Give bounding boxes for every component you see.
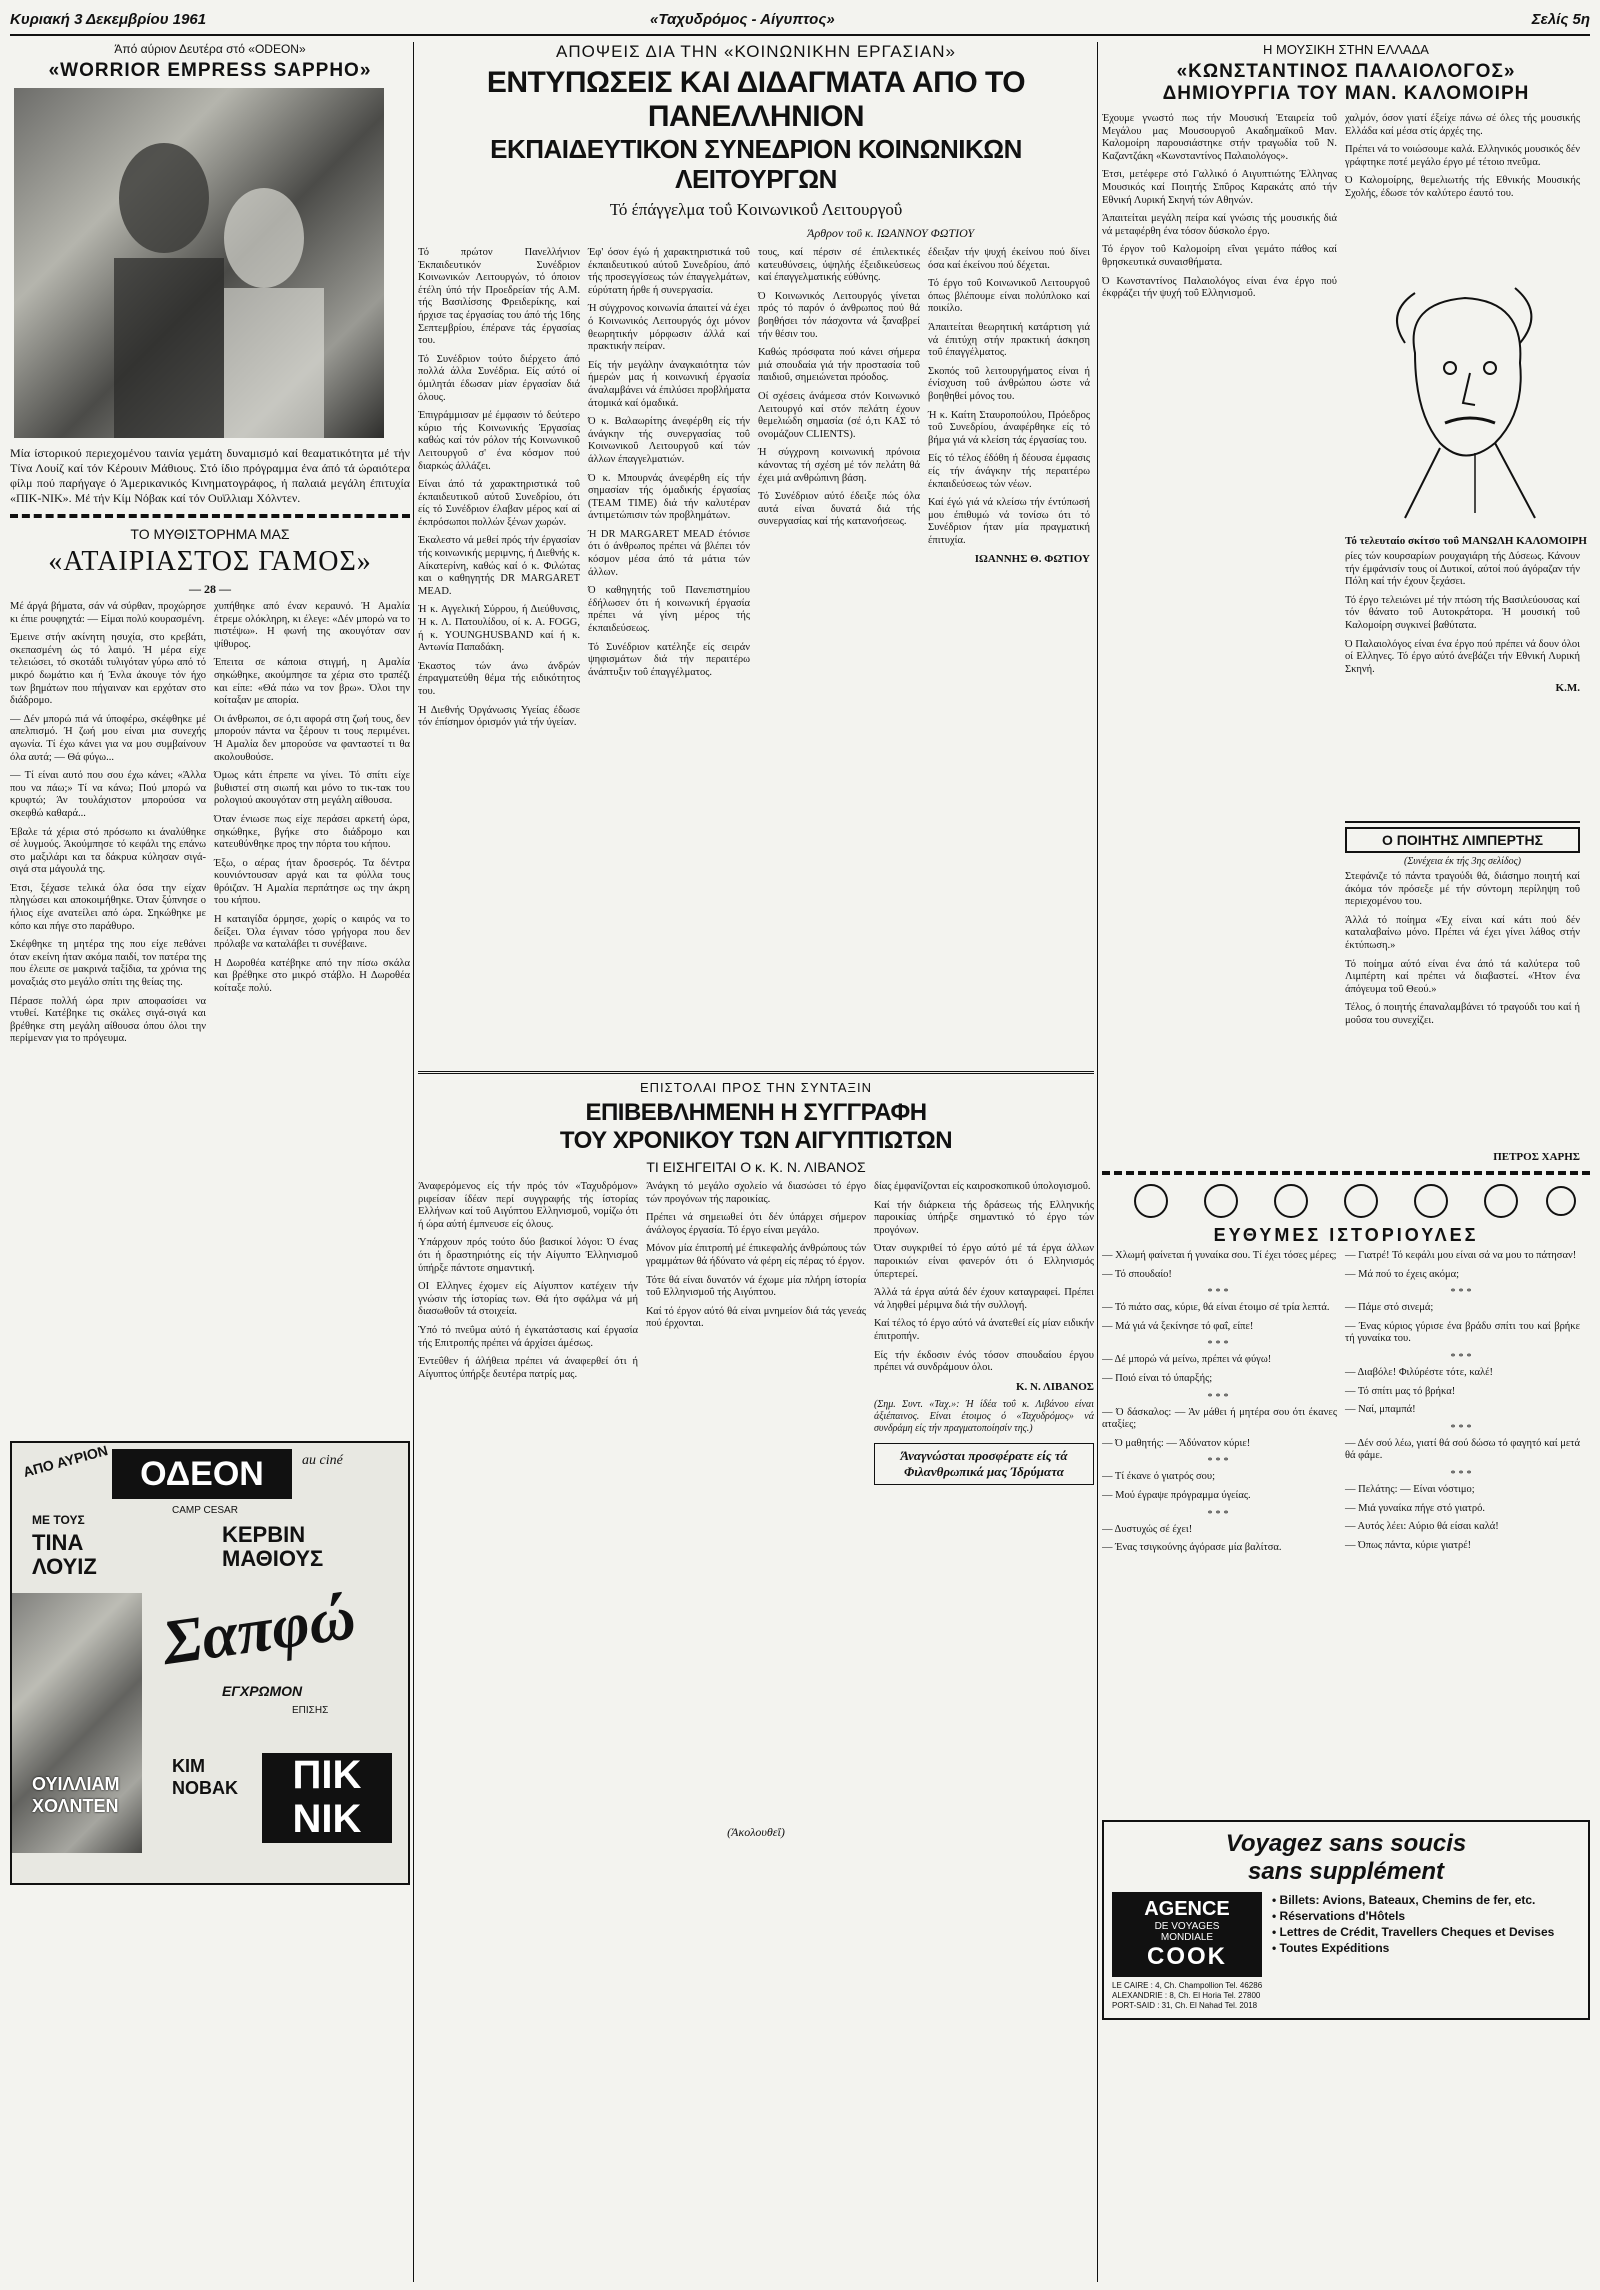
letters-paragraph: ΟΙ Ελληνες έχομεν είς Αίγυπτον κατέχειν τήν γνώσιν τής ίστορίας των. Θά ήτο σφάλμα νά μή διασωθοΰν τά στοιχεία. [418, 1281, 638, 1318]
letters-col-1 [418, 1181, 638, 1821]
agency-name-4: COOK [1147, 1943, 1227, 1970]
separator-stars: *** [1207, 1287, 1232, 1299]
stories-col-1 [1102, 1250, 1337, 1810]
story-line: — Τί έκανε ό γιατρός σου; [1102, 1471, 1216, 1483]
story-line: — Δέ μπορώ νά μείνω, πρέπει νά φύγω! [1102, 1354, 1272, 1366]
music-title-2: ΔΗΜΙΟΥΡΓΙΑ ΤΟΥ ΜΑΝ. ΚΑΛΟΜΟΙΡΗ [1162, 83, 1530, 104]
serial-text-col-b [214, 601, 410, 1431]
story-line: — Ποιό είναι τό ύπαρξής; [1102, 1372, 1213, 1384]
story-line: — Γιατρέ! Τό κεφάλι μου είναι σά να μου το πάτησαν! [1345, 1250, 1577, 1261]
music-kicker: Η ΜΟΥΣΙΚΗ ΣΤΗΝ ΕΛΛΑΔΑ [1263, 42, 1429, 57]
article-paragraph: Ή σύγχρονος κοινωνία άπαιτεί νά έχει ό Κοινωνικός Λειτουργός όχι μόνον θεωρητικήν μόρφωσιν άλλά καί πρακτικήν πείραν. [588, 303, 750, 353]
agency-name-2: DE VOYAGES [1154, 1921, 1220, 1932]
music-paragraph: Τό έργον τοΰ Καλομοίρη εΐναι γεμάτο πάθος καί θρησκευτικά συναισθήματα. [1102, 244, 1337, 268]
cook-agency-ad [1102, 1820, 1590, 2020]
ad-star-1: ΤΙΝΑ ΛΟΥΙΖ [32, 1530, 97, 1579]
agency-addresses [1112, 1981, 1580, 2011]
story-line: — Ένας τσιγκούνης άγόρασε μία βαλίτσα. [1102, 1542, 1282, 1554]
agency-service: • Toutes Expéditions [1272, 1941, 1390, 1955]
letters-paragraph: Άναφερόμενος είς τήν πρός τόν «Ταχυδρόμον» ριφείσαν ίδέαν περί συγγραφής τής ίστορίας Ελλήνων καί τοΰ Αιγύπτου Ελληνισμοΰ, νομίζω ότι ή ώρα αύτή έμπνευσε είς όλους. [418, 1181, 638, 1230]
letters-paragraph: Καί τέλος τό έργο αύτό νά άνατεθεί είς μίαν ειδικήν έπιτροπήν. [874, 1318, 1094, 1342]
music-lower-col-2 [1345, 551, 1580, 821]
letters-paragraph: δίας έμφανίζονται είς καιροσκοπικοΰ ύπολογισμοΰ. [874, 1181, 1091, 1192]
music-paragraph: Ό Καλομοίρης, θεμελιωτής τής Εθνικής Μουσικής Σχολής, έδωσε τόν καλύτερο έαυτό του. [1345, 175, 1580, 199]
article-paragraph: Άπαιτείται θεωρητική κατάρτιση γιά νά έπιτύχη στήν πρακτική άσκηση τοΰ έπαγγέλματος. [928, 321, 1090, 359]
ad-from: ΑΠΟ ΑΥΡΙΟΝ [21, 1442, 110, 1480]
article-paragraph: Τό Συνέδριον αύτό έδειξε πώς όλα αυτά είναι δυνατά διά τής συνεργασίας καί τής κατανοήσεως. [758, 491, 920, 528]
article-paragraph: Καί έγώ γιά νά κλείσω τήν έντύπωσή μου έπιθυμώ νά τονίσω ότι τό Συνέδριον ήταν μία πραγματική έπιτυχία. [928, 497, 1090, 546]
letters-subhead: ΤΙ ΕΙΣΗΓΕΙΤΑΙ Ο κ. Κ. Ν. ΛΙΒΑΝΟΣ [646, 1159, 866, 1175]
letters-col-2 [646, 1181, 866, 1821]
agency-logo-box [1112, 1892, 1262, 1977]
letters-editor-note: (Σημ. Συντ. «Ταχ.»: Ή ίδέα τοΰ κ. Λιβάνου είναι άξιέπαινος. Είναι έτοιμος ό «Ταχυδρόμος» νά συνδράμη είς τήν πραγματοποίησίν της.) [874, 1398, 1094, 1434]
music-paragraph: Πρέπει νά το νοιώσουμε καλά. Ελληνικός μουσικός δέν γράφτηκε ποτέ μεγάλο έργο μέ τέτοιο πνεΰμα. [1345, 144, 1580, 168]
ad-with: ΜΕ ΤΟΥΣ [32, 1513, 85, 1527]
ad-cinema: ΟΔΕΟΝ [112, 1449, 292, 1499]
agency-name-3: MONDIALE [1160, 1932, 1214, 1943]
article-paragraph: Είς τήν μεγάλην άναγκαιότητα τών ήμερών μας ή κοινωνική έργασία άναλαμβάνει νά έπιλύσει προβλήματα άτομικά καί όμαδικά. [588, 359, 750, 409]
music-signature: Κ.Μ. [1555, 682, 1580, 695]
article-paragraph: τους, καί πέρσιν σέ έπιλεκτικές κατευθύνσεις, ύψηλής έξειδικεύσεως καί έπαγγελματικής εύθύνης. [758, 247, 920, 284]
story-line: — Αυτός λέει: Αύριο θά είσαι καλά! [1345, 1521, 1499, 1533]
left-column [10, 42, 410, 2282]
article-col-4 [928, 247, 1090, 1067]
music-col-1 [1102, 113, 1337, 533]
article-paragraph: Ό καθηγητής τοΰ Πανεπιστημίου έδήλωσεν ότι ή κοινωνική έργασία πρέπει νά γίνη μέρος τής έκπαιδεύσεως. [588, 585, 750, 635]
separator-stars: *** [1207, 1339, 1232, 1351]
serial-paragraph: Η Δωροθέα κατέβηκε από την πίσω σκάλα και βρέθηκε στο μικρό στάβλο. Η Δωροθέα κοίταξε πολύ. [214, 957, 410, 995]
story-line: — Όπως πάντα, κύριε γιατρέ! [1345, 1539, 1472, 1551]
serial-number: — 28 — [189, 582, 231, 596]
article-paragraph: έδειξαν τήν ψυχή έκείνου πού δίνει όσα καί έκείνου πού δέχεται. [928, 247, 1090, 271]
article-signature: ΙΩΑΝΝΗΣ Θ. ΦΩΤΙΟΥ [974, 553, 1090, 566]
ad-star-2: ΚΕΡΒΙΝ ΜΑΘΙΟΥΣ [222, 1522, 324, 1571]
poet-subtitle: (Συνέχεια έκ τής 3ης σελίδος) [1404, 856, 1521, 867]
article-paragraph: Είναι άπό τά χαρακτηριστικά τοΰ έκπαιδευτικοΰ αύτοΰ Συνεδρίου, ότι είς τό Συνέδριον έλαβαν μέρος καί αί έκπρόσωποι πολλών ξένων χωρών. [418, 479, 580, 528]
middle-column [418, 42, 1094, 2282]
article-paragraph: Έπιγράμμισαν μέ έμφασιν τό δεύτερο κύριο τής Κοινωνικής Έργασίας καθώς καί τόν ρόλον τής Κοινωνικοΰ Λειτουργοΰ σ' ένα κόσμον πού διαρκώς άλλάζει. [418, 410, 580, 472]
letters-col-3 [874, 1181, 1094, 1821]
composer-portrait-sketch [1345, 273, 1580, 523]
agency-service: • Lettres de Crédit, Travellers Cheques et Devises [1272, 1925, 1555, 1939]
separator-stars: *** [1450, 1468, 1475, 1480]
letters-section [418, 1071, 1094, 1840]
poet-body [1345, 871, 1580, 1151]
story-line: — Μιά γυναίκα πήγε στό γιατρό. [1345, 1502, 1485, 1514]
music-body [1102, 113, 1590, 533]
continued-note: (Άκολουθεΐ) [727, 1825, 785, 1839]
story-line: — Ό μαθητής: — Άδύνατον κύριε! [1102, 1437, 1251, 1449]
serial-paragraph: Έπειτα σε κάποια στιγμή, η Αμαλία σηκώθηκε, ακούμπησε τα χέρια στο τραπέζι και είπε: «Θά πάω να τον βρω». Όλοι την κοίταξαν με απορία. [214, 657, 410, 707]
separator-stars: *** [1450, 1422, 1475, 1434]
article-paragraph: Ό Κοινωνικός Λειτουργός γίνεται πρός τό παρόν ό άνθρωπος πού θά βοηθήσει τόν πάσχοντα νά ξαναβρεί τήν θέσιν του. [758, 290, 920, 340]
story-line: — Μά πού το έχεις ακόμα; [1345, 1268, 1460, 1280]
ad-camp: CAMP CESAR [172, 1505, 238, 1516]
ad-star-4: ΚΙΜ ΝΟΒΑΚ [172, 1756, 238, 1798]
music-paragraph: Ό Κωνσταντίνος Παλαιολόγος είναι ένα έργο πού έκφράζει τήν ψυχή τοΰ Ελληνισμοΰ. [1102, 275, 1337, 300]
article-paragraph: Ό κ. Μπουρνάς άνεφέρθη είς τήν σημασίαν τής όμαδικής έργασίας (TEAM TIME) διά τήν καλυτέραν άντιμετώπισιν τών προβλημάτων. [588, 472, 750, 522]
agency-body [1112, 1892, 1580, 1977]
music-lower [1102, 551, 1590, 821]
music-paragraph: Άπαιτείται μεγάλη πείρα καί γνώσις τής μουσικής διά νά μεταφέρθη ένα τόσον δύσκολο έργο. [1102, 213, 1337, 237]
letters-paragraph: Είς τήν έκδοσιν ένός τόσον σπουδαίου έργου πρέπει νά συνδράμουν όλοι. [874, 1349, 1094, 1374]
serial-paragraph: — Τί είναι αυτό που σου έχω κάνει; «Άλλα που να πάω;» Τί να κάνω; Πού μπορώ να κρυφτώ; Άν τουλάχιστον μπορούσα να σκεφθώ καθαρά... [10, 770, 206, 819]
funny-stories-title: ΕΥΘΥΜΕΣ ΙΣΤΟΡΙΟΥΛΕΣ [1213, 1225, 1479, 1245]
separator-stars: *** [1207, 1508, 1232, 1520]
header-date: Κυριακή 3 Δεκεμβρίου 1961 [10, 11, 207, 28]
serial-text [10, 601, 410, 1431]
separator-stars: *** [1207, 1456, 1232, 1468]
charity-promo: Άναγνώσται προσφέρατε είς τά Φιλανθρωπικά μας Ίδρύματα [874, 1443, 1094, 1485]
letters-paragraph: Καί τήν διάρκεια τής δράσεως τής Ελληνικής παροικίας ύπήρξε σημαντικό τό έργο τών προγόνων. [874, 1199, 1094, 1236]
serial-title: «ΑΤΑΙΡΙΑΣΤΟΣ ΓΑΜΟΣ» [48, 546, 372, 577]
serial-paragraph: Μέ άργά βήματα, σάν νά σύρθαν, προχώρησε κι έπιε ρουφηχτά: — Είμαι πολύ κουρασμένη. [10, 601, 206, 625]
article-headline-2: ΕΚΠΑΙΔΕΥΤΙΚΟΝ ΣΥΝΕΔΡΙΟΝ ΚΟΙΝΩΝΙΚΩΝ ΛΕΙΤΟΥΡΓΩΝ [490, 134, 1022, 194]
agency-address: ALEXANDRIE : 8, Ch. El Horia Tel. 27800 [1112, 1991, 1261, 2000]
article-paragraph: Ή σύγχρονη κοινωνική πρόνοια κάνοντας τή σχέση μέ τόν πελάτη θά έχει μιά ανθρώπινη βάση. [758, 447, 920, 484]
serial-paragraph: χυπήθηκε από έναν κεραυνό. Ή Αμαλία έτρεμε ολόκληρη, κι έλεγε: «Δέν μπορώ να το πιστέψω». Η φωνή της ακουγόταν σαν ψίθυρος. [214, 601, 410, 650]
serial-paragraph: Όμως κάτι έπρεπε να γίνει. Τό σπίτι είχε βυθιστεί στη σιωπή και μόνο το τικ-τακ του ρολογιού ακουγόταν στη μεγάλη αίθουσα. [214, 770, 410, 807]
article-paragraph: Έκαστος τών άνω άνδρών έπραγματεύθη θέμα τής ειδικότητος του. [418, 660, 580, 697]
music-paragraph: ρίες τών κουρσαρίων ρουχαγιάρη τής Δύσεως. Κάνουν τήν έμφάνισίν τους οί Δυτικοί, αύτοί πού άγόραζαν τήν Πόλη καί τήν έχουν ξεχάσει. [1345, 551, 1580, 588]
letters-paragraph: Πρέπει νά σημειωθεί ότι δέν ύπάρχει σήμερον άνάλογος έργασία. Τό έργο είναι μεγάλο. [646, 1212, 866, 1236]
music-paragraph: Ό Παλαιολόγος είναι ένα έργο πού πρέπει νά δουν όλοι οί Ελληνες. Τό έργο αύτό άνεβάζει τήν Εθνική Λυρική Σκηνή. [1345, 638, 1580, 675]
music-paragraph: χαλμόν, όσον γιατί έξείχε πάνω σέ όλες τής μουσικής Ελλάδα καί μέσα στίς άρχές της. [1345, 113, 1580, 137]
letters-paragraph: Τότε θά είναι δυνατόν νά έχωμε μία πλήρη ίστορία τοΰ Ελληνισμοΰ τής Αιγύπτου. [646, 1274, 866, 1299]
ad-au-cine: au ciné [302, 1453, 343, 1468]
poet-paragraph: Τό ποίημα αύτό είναι ένα άπό τά καλύτερα τοΰ Λιμπέρτη καί πρέπει νά διαβαστεί. «Ήτον ένα άπόγευμα τοΰ Θεού.» [1345, 958, 1580, 995]
cartoon-faces-banner [1102, 1181, 1590, 1221]
serial-paragraph: Έξω, ο αέρας ήταν δροσερός. Τα δέντρα κουνιόντουσαν αργά και τα φύλλα τους θρόιζαν. Ή Αμαλία περπάτησε ως την άκρη του κήπου. [214, 857, 410, 907]
letters-paragraph: Άλλά τά έργα αύτά δέν έχουν καταγραφεί. Πρέπει νά ληφθεί μέριμνα διά τήν συλλογή. [874, 1287, 1094, 1311]
article-col-3 [758, 247, 920, 1067]
serial-paragraph: Η καταιγίδα όρμησε, χωρίς ο καιρός να το δείξει. Όλα έγιναν τόσο γρήγορα που δεν πρόλαβε να καταλάβει τι συνέβαινε. [214, 914, 410, 951]
page-header [10, 8, 1590, 36]
agency-services [1272, 1892, 1554, 1977]
letters-paragraph: Ύπάρχουν πρός τούτο δύο βασικοί λόγοι: Ό ένας ότι ή δραστηριότης είς τήν Αίγυπτο Έλληνισμοΰ ύπήρξε πάντοτε σημαντική. [418, 1237, 638, 1274]
poet-paragraph: Άλλά τό ποίημα «Έχ είναι καί κάτι πού δέν καταλαβαίνω μόνο. Πρέπει νά έχει γίνει λάθος στήν έκτύπωση.» [1345, 914, 1580, 951]
article-paragraph: Έφ' όσον έγώ ή χαρακτηριστικά τοΰ έκπαιδευτικού αύτοΰ Συνεδρίου, άπό τής προσεγγίσεως τών έπαγγελμάτων, εύρύτατη ήρθε ή συνεργασία. [588, 247, 750, 296]
article-paragraph: Είς τό τέλος έδόθη ή δέουσα έμφασις είς τήν άνάγκην τής περαιτέρω έκπαιδεύσεως τών νέων. [928, 453, 1090, 490]
article-kicker: ΑΠΟΨΕΙΣ ΔΙΑ ΤΗΝ «ΚΟΙΝΩΝΙΚΗΝ ΕΡΓΑΣΙΑΝ» [556, 42, 956, 61]
story-line: — Ναί, μπαμπά! [1345, 1404, 1416, 1416]
article-paragraph: Έκαλεστο νά μεθεί πρός τήν έργασίαν τής κοινωνικής μεριμνης, ή Διεθνής κ. Αίκατερίνη, καθώς καί ό κ. Φιλώτας και ο καθηγητής DR MARGARET MEAD. [418, 535, 580, 597]
odeon-ad [10, 1441, 410, 1885]
column-rule [413, 42, 414, 2282]
article-body [418, 247, 1094, 1067]
letters-paragraph: Άνάγκη τό μεγάλο σχολείο νά διασώσει τό έργο τών προγόνων τής παροικίας. [646, 1181, 866, 1205]
serial-paragraph: Οι άνθρωποι, σε ό,τι αφορά στη ζωή τους, δεν μπορούν πάντα να ξέρουν τι τους περιμένει. Ή Αμαλία δεν μπορούσε να φανταστεί τι θα ακολουθούσε. [214, 713, 410, 763]
funny-stories-body [1102, 1250, 1590, 1810]
film-title: «WORRIOR EMPRESS SAPPHO» [48, 60, 372, 81]
poet-title: Ο ΠΟΙΗΤΗΣ ΛΙΜΠΕΡΤΗΣ [1345, 827, 1580, 853]
separator-stars: *** [1207, 1391, 1232, 1403]
article-paragraph: Τό Συνέδριον τούτο διέρχετο άπό πολλά άλλα Συνέδρια. Είς αύτό οί όμιλητάι έδωσαν μίαν έργασίαν διά όλους. [418, 353, 580, 403]
portrait-caption: Τό τελευταίο σκίτσο τοΰ ΜΑΝΩΛΗ ΚΑΛΟΜΟΙΡΗ [1345, 535, 1587, 547]
agency-slogan-1: Voyagez sans soucis [1225, 1830, 1467, 1857]
agency-name-1: AGENCE [1144, 1898, 1230, 1920]
music-paragraph: Τό έργο τελειώνει μέ τήν πτώση τής Βασιλεύουσας καί τόν θάνατο τοΰ Αυτοκράτορα. Ή μουσική τοΰ Καλομοίρη συγκινεί βαθύτατα. [1345, 594, 1580, 631]
agency-service: • Réservations d'Hôtels [1272, 1909, 1406, 1923]
ad-also: ΕΠΙΣΗΣ [292, 1705, 329, 1716]
article-paragraph: Ή DR MARGARET MEAD έτόνισε ότι ό άνθρωπος πρέπει νά βλέπει τόν κόσμον μέσα άπό τά μάτια τών άλλων. [588, 528, 750, 578]
music-paragraph: Έχουμε γνωστό πως τήν Μουσική Έταιρεία τοΰ Μεγάλου μας Μουσουργοΰ Ακαδημαϊκοΰ Μαν. Καλομοίρη παρουσιάστηκε στήν τραγωδία τοΰ Ν. Καζαντζάκη «Κωνσταντίνος Παλαιολόγος». [1102, 113, 1337, 162]
serial-paragraph: Σκέφθηκε τη μητέρα της που είχε πεθάνει όταν εκείνη ήταν ακόμα παιδί, τον πατέρα της που έλειπε σε μακρινά ταξίδια, τα χρόνια της μοναξιάς στο μεγάλο σπίτι της θείας της. [10, 939, 206, 989]
article-headline-1: ΕΝΤΥΠΩΣΕΙΣ ΚΑΙ ΔΙΔΑΓΜΑΤΑ ΑΠΟ ΤΟ ΠΑΝΕΛΛΗΝΙΟΝ [486, 66, 1026, 133]
funny-stories-section [1102, 1171, 1590, 1810]
article-byline: Άρθρον τοΰ κ. ΙΩΑΝΝΟΥ ΦΩΤΙΟΥ [807, 226, 974, 240]
serial-paragraph: Έτσι, ξέχασε τελικά όλα όσα την είχαν πληγώσει και αποκοιμήθηκε. Όταν ξύπνησε ο ήλιος είχε ανατείλει από ώρα. Σηκώθηκε με κόπο και πήγε στο παράθυρο. [10, 882, 206, 932]
poet-signature: ΠΕΤΡΟΣ ΧΑΡΗΣ [1493, 1151, 1580, 1163]
poet-paragraph: Τέλος, ό ποιητής έπαναλαμβάνει τό τραγούδι του καί ή μοΰσα του συνεχίζει. [1345, 1002, 1580, 1026]
serial-paragraph: Έμεινε στήν ακίνητη ησυχία, στο κρεβάτι, σκεπασμένη ώς τό λαιμό. Ή μέρα είχε τελειώσει, τό σκοτάδι τυλιγόταν γύρω από τό μικρό δωμάτιο και ή Ένλα άκουγε τόν ήχο των βημάτων που πήγαιναν και ερχόταν στο διάδρομο. [10, 632, 206, 707]
article-col-1 [418, 247, 580, 1067]
ad-film-2: ΠΙΚ ΝΙΚ [262, 1753, 392, 1843]
section-divider [10, 514, 410, 518]
letters-signature: Κ. Ν. ΛΙΒΑΝΟΣ [1015, 1380, 1094, 1393]
article-paragraph: Ή κ. Αγγελική Σύρρου, ή Διεύθυνσις, Ή κ. Λ. Πατουλίδου, οί κ. Α. FOGG, ή κ. YOUNGHUSBAND καί ή κ. Αντωνία Παπαδάκη. [418, 604, 580, 654]
film-still-figures [14, 88, 384, 438]
music-lower-col-1 [1102, 551, 1337, 821]
agency-address: LE CAIRE : 4, Ch. Champollion Tel. 46286 [1112, 1981, 1263, 1990]
letters-headline-1: ΕΠΙΒΕΒΛΗΜΕΝΗ Η ΣΥΓΓΡΑΦΗ [585, 1099, 927, 1126]
agency-service: • Billets: Avions, Bateaux, Chemins de fer, etc. [1272, 1893, 1536, 1907]
film-caption: Μία ίστορικού περιεχομένου ταινία γεμάτη δυναμισμό καί θεαματικότητα μέ τήν Τίνα Λουίζ καί τόν Κέρουιν Μάθιους. Στό ίδιο πρόγραμμα ένα άπό τά ώραιότερα φίλμ πού παρήγαγε ό Άμερικανικός Κινηματογράφος, ή παλαιά μεγάλη έπιτυχία «ΠΙΚ-ΝΙΚ». Μέ τήν Κίμ Νόβακ καί τόν Ουϊλλιαμ Χόλντεν. [10, 446, 410, 505]
story-line: — Χλωμή φαίνεται ή γυναίκα σου. Τί έχει τόσες μέρες; [1102, 1250, 1337, 1261]
article-paragraph: Τό έργο τοΰ Κοινωνικοΰ Λειτουργοΰ όπως βλέπουμε είναι πολύπλοκο καί ποικίλο. [928, 278, 1090, 315]
serial-text-col-a [10, 601, 206, 1431]
story-line: — Πάμε στό σινεμά; [1345, 1302, 1434, 1314]
letters-paragraph: Ύπό τό πνεΰμα αύτό ή έγκατάστασις καί έργασία τής Επιτροπής πρέπει νά άρχίσει άμέσως. [418, 1324, 638, 1349]
agency-address: PORT-SAID : 31, Ch. El Nahad Tel. 2018 [1112, 2001, 1258, 2010]
article-paragraph: Οί σχέσεις άνάμεσα στόν Κοινωνικό Λειτουργό καί στόν πελάτη έχουν θεμελιώδη σημασία (σέ ό,τι ΚΑΣ τό ονομάζουν CLIENTS). [758, 390, 920, 440]
ad-star-3: ΟΥΙΛΛΙΑΜ ΧΟΛΝΤΕΝ [32, 1774, 120, 1816]
story-line: — Τό πιάτο σας, κύριε, θά είναι έτοιμο σέ τρία λεπτά. [1102, 1302, 1330, 1314]
right-column [1102, 42, 1590, 2282]
music-col-2-text [1345, 113, 1580, 273]
letters-paragraph: Μόνον μία έπιτροπή μέ έπικεφαλής άνθρώπους τών γραμμάτων θά ήδύνατο νά φέρη είς πέρας τό έργον. [646, 1243, 866, 1267]
ad-color: ΕΓΧΡΩΜΟΝ [222, 1683, 303, 1699]
cartoon-faces-icon [1111, 1181, 1581, 1221]
article-paragraph: Ό κ. Βαλαωρίτης άνεφέρθη είς τήν άνάγκην τής συνεργασίας τοΰ Κοινωνικοΰ Λειτουργοΰ καί τών άλλων έπαγγελματιών. [588, 416, 750, 465]
story-line: — Μού έγραψε πρόγραμμα ύγείας. [1102, 1489, 1251, 1501]
serial-paragraph: — Δέν μπορώ πιά νά ύποφέρω, σκέφθηκε μέ απελπισμό. Ή ζωή μου είναι μια συνεχής αγωνία. Τί έχω κάνει για να μου συμβαίνουν όλα αυτά; — Θά φύγω... [10, 713, 206, 763]
stories-col-2 [1345, 1250, 1580, 1810]
story-line: — Διαβόλε! Φιλύρέστε τότε, καλέ! [1345, 1366, 1494, 1378]
ad-film-title: Σαπφώ [157, 1580, 360, 1679]
letters-paragraph: Έντεΰθεν ή άλήθεια πρέπει νά άναφερθεί ότι ή Αίγυπτος ύπήρξε δευτέρα πατρίς μας. [418, 1356, 638, 1380]
letters-body [418, 1181, 1094, 1821]
serial-paragraph: Όταν ένιωσε πως είχε περάσει αρκετή ώρα, σηκώθηκε, βγήκε στο διάδρομο και κατευθύνθηκε προς την πόρτα του κήπου. [214, 813, 410, 851]
article-paragraph: Ή κ. Καίτη Σταυροπούλου, Πρόεδρος τοΰ Συνεδρίου, άναφέρθηκε είς τό βήμα γιά νά κλείση τάς έργασίας του. [928, 409, 1090, 446]
serial-paragraph: Έβαλε τά χέρια στό πρόσωπο κι άναλύθηκε σέ λυγμούς. Άκούμπησε τό κεφάλι της επάνω στο μαξιλάρι και τα δάκρυα κύλησαν σιγά-σιγά στα μάγουλά της. [10, 826, 206, 876]
film-still-photo [14, 88, 384, 438]
letters-paragraph: Καί τό έργον αύτό θά είναι μνημείον διά τάς γενεάς πού έρχονται. [646, 1305, 866, 1330]
story-line: — Ένας κύριος γύρισε ένα βράδυ σπίτι του καί βρήκε τή γυναίκα του. [1345, 1320, 1580, 1345]
separator-stars: *** [1450, 1287, 1475, 1299]
story-line: — Τό σπουδαίο! [1102, 1268, 1172, 1280]
story-line: — Πελάτης: — Είναι νόστιμο; [1345, 1483, 1475, 1495]
letters-kicker: ΕΠΙΣΤΟΛΑΙ ΠΡΟΣ ΤΗΝ ΣΥΝΤΑΞΙΝ [640, 1080, 872, 1095]
story-line: — Ό δάσκαλος: — Άν μάθει ή μητέρα σου ότι έκανες αταξίες; [1102, 1406, 1337, 1431]
story-line: — Δυστυχώς σέ έχει! [1102, 1523, 1193, 1535]
story-line: — Δέν σού λέω, γιατί θά σού δώσω τό φαγητό καί μετά θά φάμε. [1345, 1437, 1580, 1462]
music-title: «ΚΩΝΣΤΑΝΤΙΝΟΣ ΠΑΛΑΙΟΛΟΓΟΣ» [1176, 61, 1516, 82]
article-paragraph: Τό πρώτον Πανελλήνιον Έκπαιδευτικόν Συνέδριον Κοινωνικών Λειτουργών, τό όποιον έτέλη ύπό τήν Προεδρείαν τής Α.Μ. τής Βασιλίσσης Φρειδερίκης, καί ήρχισε τας έργασίας του άπό τής 16ης Σεπτεμβρίου, έπέρανε τάς έργασίας του. [418, 247, 580, 347]
letters-paragraph: Όταν συγκριθεί τό έργο αύτό μέ τά έργα άλλων παροικιών είναι φανερόν ότι ό Ελληνισμός ύπερτερεί. [874, 1243, 1094, 1280]
article-paragraph: Καθώς πρόσφατα πού κάνει σήμερα μιά σπουδαία γιά τήν προστασία τοΰ παιδιοΰ, σημειώνεται πρόοδος. [758, 347, 920, 384]
article-col-2 [588, 247, 750, 1067]
poet-paragraph: Στεφάνιζε τό πάντα τραγούδι θά, διάσημο ποιητή καί άκόμα τόν πρόσεξε μέ τήν σύντομη περίληψη τοΰ περιεχομένου του. [1345, 871, 1580, 908]
header-page: Σελίς 5η [1531, 11, 1590, 28]
story-line: — Τό σπίτι μας τό βρήκα! [1345, 1385, 1456, 1397]
serial-kicker: ΤΟ ΜΥΘΙΣΤΟΡΗΜΑ ΜΑΣ [130, 526, 290, 542]
music-col-2 [1345, 113, 1580, 533]
column-rule [1097, 42, 1098, 2282]
letters-headline-2: ΤΟΥ ΧΡΟΝΙΚΟΥ ΤΩΝ ΑΙΓΥΠΤΙΩΤΩΝ [559, 1127, 953, 1154]
poet-section [1345, 821, 1580, 1163]
header-paper: «Ταχυδρόμος - Αίγυπτος» [650, 11, 835, 28]
separator-stars: *** [1450, 1351, 1475, 1363]
serial-paragraph: Πέρασε πολλή ώρα πριν αποφασίσει να ντυθεί. Κατέβηκε τις σκάλες σιγά-σιγά και βρέθηκε στη μεγάλη αίθουσα όπου όλοι την περίμεναν για το πρόγευμα. [10, 995, 206, 1045]
film-kicker: Άπό αύριον Δευτέρα στό «ODEON» [114, 42, 306, 56]
agency-slogan-2: sans supplément [1247, 1858, 1445, 1885]
article-paragraph: Ή Διεθνής Όργάνωσις Υγείας έδωσε τόν έπίσημον όρισμόν γιά τήν ύγείαν. [418, 704, 580, 729]
article-paragraph: Τό Συνέδριον κατέληξε είς σειράν ψηφισμάτων διά τήν περαιτέρω άνάπτυξιν τοΰ έπαγγέλματος. [588, 641, 750, 678]
article-subhead: Τό έπάγγελμα τοΰ Κοινωνικοΰ Λειτουργοΰ [609, 200, 903, 219]
story-line: — Μά γιά νά ξεκίνησε τό φαΐ, είπε! [1102, 1320, 1254, 1332]
music-paragraph: Έτσι, μετέφερε στό Γαλλικό ό Αιγυπτιώτης Έλληνας Μουσικός καί Ποιητής Σπΰρος Καρακάτς από τήν Εθνική Λυρική Σκηνή τών Αθηνών. [1102, 169, 1337, 206]
article-paragraph: Σκοπός τοΰ λειτουργήματος είναι ή ένίσχυση τοΰ άνθρώπου ώστε νά βοηθηθεί μόνος του. [928, 365, 1090, 402]
